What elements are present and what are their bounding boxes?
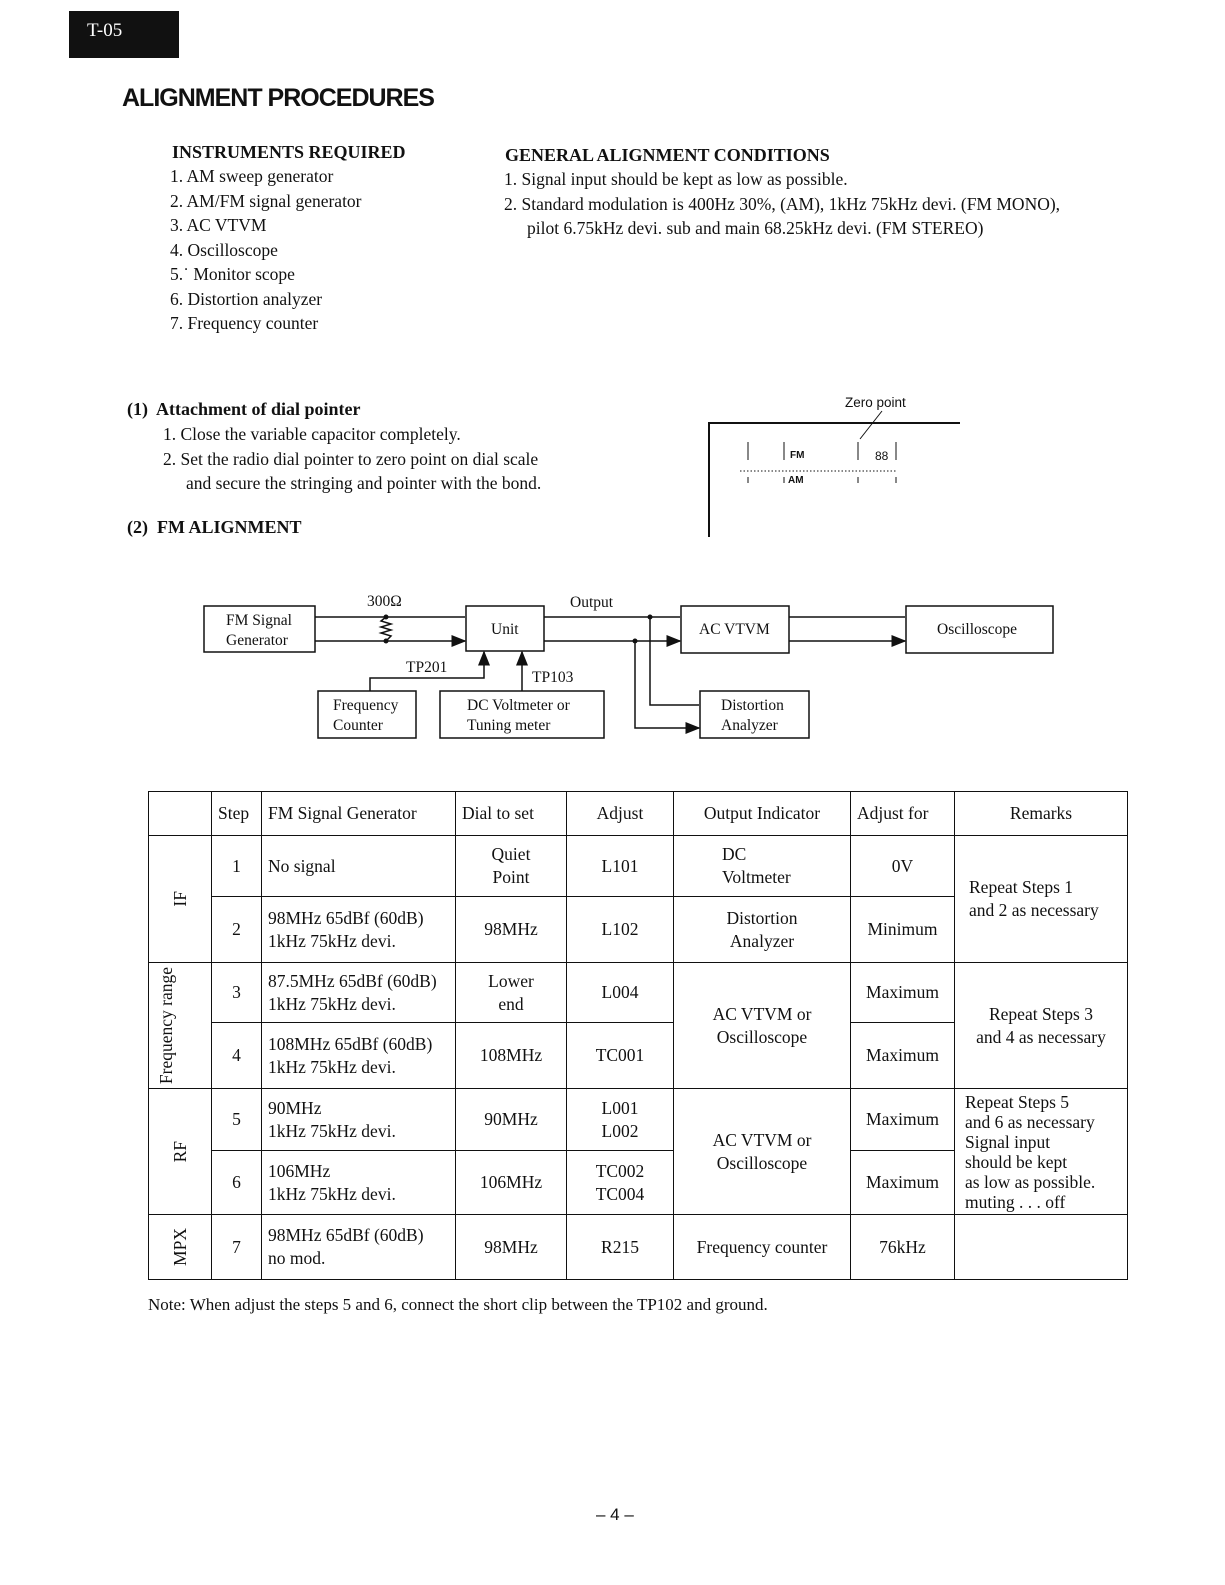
table-cell: Maximum bbox=[851, 1089, 955, 1151]
group-frequency-range: Frequency range bbox=[156, 966, 176, 1085]
list-item: 6. Distortion analyzer bbox=[170, 288, 323, 309]
table-cell: as low as possible. bbox=[965, 1171, 1096, 1192]
table-cell: Distortion bbox=[726, 907, 798, 928]
table-cell: Maximum bbox=[851, 1151, 955, 1215]
table-cell: Minimum bbox=[851, 897, 955, 963]
group-if: IF bbox=[169, 891, 190, 907]
table-cell: Frequency counter bbox=[674, 1215, 851, 1280]
table-cell: L101 bbox=[567, 836, 674, 897]
table-cell: 98MHz 65dBf (60dB) bbox=[268, 1225, 424, 1245]
table-cell: Repeat Steps 3 bbox=[988, 1003, 1093, 1024]
table-header-row bbox=[149, 792, 1128, 836]
table-cell: 90MHz bbox=[456, 1089, 567, 1151]
table-cell: end bbox=[498, 993, 524, 1014]
list-item: pilot 6.75kHz devi. sub and main 68.25kHz devi. (FM STEREO) bbox=[527, 218, 984, 238]
table-cell: L001 bbox=[601, 1097, 639, 1118]
dc-voltmeter-label: Tuning meter bbox=[467, 717, 551, 734]
group-rf: RF bbox=[169, 1140, 190, 1163]
frequency-counter-label: Frequency bbox=[333, 697, 399, 714]
table-cell: 87.5MHz 65dBf (60dB) bbox=[268, 970, 437, 991]
table-row bbox=[149, 1215, 1128, 1280]
header-adjust-for: Adjust for bbox=[851, 792, 955, 836]
header-signal-generator: FM Signal Generator bbox=[262, 792, 456, 836]
distortion-analyzer-label: Analyzer bbox=[721, 717, 778, 734]
table-cell: should be kept bbox=[965, 1151, 1068, 1172]
table-row bbox=[149, 836, 1128, 897]
table-note: Note: When adjust the steps 5 and 6, connect the short clip between the TP102 and ground. bbox=[148, 1295, 768, 1314]
tp103-label: TP103 bbox=[532, 669, 574, 686]
table-cell: 7 bbox=[212, 1215, 262, 1280]
table-cell: TC004 bbox=[595, 1183, 645, 1204]
table-cell: 2 bbox=[212, 897, 262, 963]
table-cell: muting . . . off bbox=[965, 1191, 1066, 1212]
header-dial: Dial to set bbox=[456, 792, 567, 836]
fm-signal-generator-label: FM Signal bbox=[226, 612, 292, 629]
table-cell: 108MHz bbox=[456, 1023, 567, 1089]
table-cell: R215 bbox=[567, 1215, 674, 1280]
table-row bbox=[149, 963, 1128, 1023]
table-cell: 90MHz bbox=[268, 1097, 322, 1118]
list-item: 2. Standard modulation is 400Hz 30%, (AM), 1kHz 75kHz devi. (FM MONO), bbox=[504, 193, 1061, 214]
list-item: and secure the stringing and pointer with the bond. bbox=[186, 473, 542, 493]
resistor-label: 300Ω bbox=[367, 593, 402, 610]
list-item: 2. Set the radio dial pointer to zero point on dial scale bbox=[163, 448, 539, 469]
table-cell: and 2 as necessary bbox=[969, 900, 1099, 920]
table-cell: DC bbox=[722, 844, 747, 864]
oscilloscope-label: Oscilloscope bbox=[937, 621, 1018, 638]
table-cell: 1kHz 75kHz devi. bbox=[268, 1120, 396, 1141]
table-cell: AC VTVM or bbox=[712, 1003, 812, 1024]
table-cell: L102 bbox=[567, 897, 674, 963]
page-number: – 4 – bbox=[596, 1505, 634, 1524]
distortion-analyzer-label: Distortion bbox=[721, 697, 784, 714]
page-tag: T-05 bbox=[69, 11, 179, 58]
table-cell: Maximum bbox=[851, 1023, 955, 1089]
fm-alignment-block-diagram bbox=[0, 0, 1225, 760]
table-cell: TC001 bbox=[567, 1023, 674, 1089]
am-scale-label: AM bbox=[788, 475, 804, 486]
table-cell: FM ALIGNMENT bbox=[157, 517, 302, 537]
table-cell: (2) bbox=[127, 517, 148, 537]
table-cell: and 4 as necessary bbox=[976, 1026, 1106, 1047]
table-cell: 98MHz 65dBf (60dB) bbox=[268, 907, 424, 928]
table-cell: 98MHz bbox=[456, 1215, 567, 1280]
table-cell: L002 bbox=[601, 1120, 639, 1141]
table-cell: and 6 as necessary bbox=[965, 1111, 1095, 1132]
list-item: 1. Close the variable capacitor completely. bbox=[163, 424, 461, 444]
table-cell: Lower bbox=[488, 970, 534, 991]
table-cell: Point bbox=[492, 867, 530, 887]
list-item: 4. Oscilloscope bbox=[170, 239, 278, 260]
table-cell: 1kHz 75kHz devi. bbox=[268, 1056, 396, 1077]
instruments-heading: INSTRUMENTS REQUIRED bbox=[172, 142, 406, 162]
frequency-counter-label: Counter bbox=[333, 717, 383, 734]
table-cell: Attachment of dial pointer bbox=[156, 399, 361, 419]
header-adjust: Adjust bbox=[567, 792, 674, 836]
zero-point-label: Zero point bbox=[845, 395, 906, 410]
table-cell: 6 bbox=[212, 1151, 262, 1215]
page-title: ALIGNMENT PROCEDURES bbox=[122, 84, 434, 112]
header-step: Step bbox=[212, 792, 262, 836]
tp201-label: TP201 bbox=[406, 659, 448, 676]
table-cell: 1kHz 75kHz devi. bbox=[268, 1183, 396, 1204]
table-cell: No signal bbox=[262, 836, 456, 897]
fm-signal-generator-label: Generator bbox=[226, 632, 288, 649]
table-cell: 98MHz bbox=[456, 897, 567, 963]
table-cell: Voltmeter bbox=[722, 867, 791, 887]
table-cell: 1 bbox=[212, 836, 262, 897]
list-item: 2. AM/FM signal generator bbox=[170, 190, 362, 211]
table-cell: Maximum bbox=[851, 963, 955, 1023]
table-cell: Repeat Steps 5 bbox=[965, 1091, 1070, 1112]
table-cell: Oscilloscope bbox=[716, 1026, 808, 1047]
table-cell: Oscilloscope bbox=[716, 1152, 808, 1173]
table-cell: 106MHz bbox=[268, 1160, 331, 1181]
table-cell: 3 bbox=[212, 963, 262, 1023]
dc-voltmeter-label: DC Voltmeter or bbox=[467, 697, 570, 714]
header-remarks: Remarks bbox=[955, 792, 1128, 836]
table-cell: Repeat Steps 1 bbox=[969, 877, 1074, 897]
fm-alignment-table bbox=[148, 791, 1128, 1280]
unit-label: Unit bbox=[491, 621, 519, 638]
list-item: 3. AC VTVM bbox=[170, 215, 267, 235]
output-label: Output bbox=[570, 594, 614, 611]
table-cell: 5 bbox=[212, 1089, 262, 1151]
table-cell: 1kHz 75kHz devi. bbox=[268, 930, 396, 951]
list-item: 5.˙ Monitor scope bbox=[170, 264, 295, 284]
table-cell: 0V bbox=[851, 836, 955, 897]
table-cell: 106MHz bbox=[456, 1151, 567, 1215]
table-cell: Quiet bbox=[491, 844, 531, 864]
table-cell: 1kHz 75kHz devi. bbox=[268, 993, 396, 1014]
ac-vtvm-label: AC VTVM bbox=[699, 621, 770, 638]
table-cell: 108MHz 65dBf (60dB) bbox=[268, 1033, 433, 1054]
list-item: 7. Frequency counter bbox=[170, 313, 319, 333]
table-cell: L004 bbox=[567, 963, 674, 1023]
table-cell: 76kHz bbox=[851, 1215, 955, 1280]
fm-scale-label: FM bbox=[790, 450, 805, 461]
list-item: 1. Signal input should be kept as low as possible. bbox=[504, 169, 848, 189]
table-cell: (1) bbox=[127, 399, 148, 419]
table-cell: Signal input bbox=[965, 1131, 1051, 1152]
table-cell: 4 bbox=[212, 1023, 262, 1089]
header-output: Output Indicator bbox=[674, 792, 851, 836]
table-row bbox=[149, 1089, 1128, 1151]
table-cell: TC002 bbox=[595, 1160, 645, 1181]
table-cell: Analyzer bbox=[729, 930, 795, 951]
conditions-heading: GENERAL ALIGNMENT CONDITIONS bbox=[505, 145, 830, 165]
group-mpx: MPX bbox=[169, 1228, 190, 1266]
scale-mark-88: 88 bbox=[875, 449, 889, 463]
list-item: 1. AM sweep generator bbox=[170, 166, 334, 186]
table-cell: no mod. bbox=[268, 1248, 326, 1268]
table-cell: AC VTVM or bbox=[712, 1129, 812, 1150]
